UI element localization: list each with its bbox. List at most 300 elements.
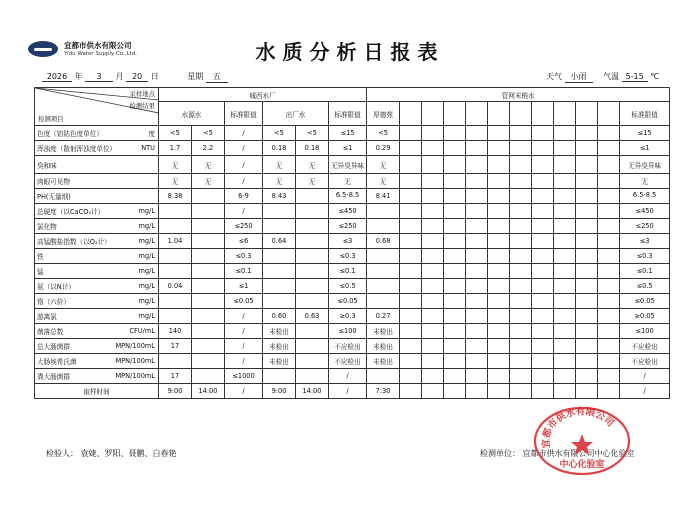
empty-cell [554,324,576,339]
empty-cell [510,189,532,204]
empty-cell [488,309,510,324]
item-name: 游离氯 [37,313,57,321]
empty-cell [598,384,620,399]
std-3: / [620,369,670,384]
outlet-2 [296,279,329,294]
std-3: 不应检出 [620,339,670,354]
std-3: 不应检出 [620,354,670,369]
sample-time-std-1: / [225,384,263,399]
item-name: 氯化物 [37,223,57,231]
std-1: 6-9 [225,189,263,204]
empty-cell [510,204,532,219]
table-row [35,174,670,189]
empty-cell [598,204,620,219]
outlet-2 [296,219,329,234]
empty-cell [510,126,532,141]
empty-cell [444,174,466,189]
empty-cell [444,279,466,294]
empty-cell [488,384,510,399]
item-name: 锰 [37,268,44,276]
header-site-empty [510,102,532,126]
table-row [35,126,670,141]
header-site-houdeyuan: 厚德苑 [367,102,400,126]
item-name: PH(无量纲) [37,193,71,201]
item-unit: NTU [141,144,155,152]
empty-cell [510,384,532,399]
empty-cell [532,354,554,369]
table-body [35,126,670,384]
source-2: 2.2 [192,141,225,156]
std-2: ≤0.05 [329,294,367,309]
empty-cell [554,156,576,174]
source-1 [159,249,192,264]
empty-cell [400,141,422,156]
empty-cell [532,324,554,339]
empty-cell [422,369,444,384]
empty-cell [554,189,576,204]
empty-cell [532,204,554,219]
source-2: 无 [192,156,225,174]
empty-cell [532,339,554,354]
empty-cell [554,354,576,369]
empty-cell [532,249,554,264]
empty-cell [554,219,576,234]
source-2 [192,354,225,369]
empty-cell [510,156,532,174]
empty-cell [444,204,466,219]
logo-name-en: Yidu Water Supply Co.,Ltd. [64,51,137,57]
empty-cell [422,309,444,324]
table-row [35,219,670,234]
outlet-2 [296,324,329,339]
table-row [35,339,670,354]
empty-cell [444,126,466,141]
empty-cell [488,126,510,141]
outlet-1: <5 [263,126,296,141]
item-cell [35,279,159,294]
empty-cell [488,156,510,174]
item-unit: mg/L [138,252,155,260]
empty-cell [444,219,466,234]
std-3: ≤3 [620,234,670,249]
site-1 [367,279,400,294]
empty-cell [554,384,576,399]
empty-cell [466,309,488,324]
source-1: 140 [159,324,192,339]
sample-time-source-2: 14:00 [192,384,225,399]
empty-cell [576,324,598,339]
weekday-label: 星期 [187,72,204,81]
item-name: 铁 [37,253,44,261]
empty-cell [444,309,466,324]
std-2: 不应检出 [329,339,367,354]
weather-label: 天气 [546,72,562,81]
std-1: ≤1 [225,279,263,294]
empty-cell [532,219,554,234]
empty-cell [444,384,466,399]
empty-cell [576,384,598,399]
empty-cell [400,219,422,234]
date-month-unit: 月 [115,72,124,81]
sample-time-std-3: / [620,384,670,399]
logo-name-cn: 宜都市供水有限公司 [64,41,132,50]
table-row [35,264,670,279]
empty-cell [576,219,598,234]
empty-cell [422,264,444,279]
empty-cell [400,234,422,249]
header-plant: 城西水厂 [159,88,367,102]
item-name: 粪大肠菌群 [37,373,70,381]
empty-cell [466,369,488,384]
sample-time-label: 取样时间 [35,384,159,399]
empty-cell [422,354,444,369]
site-1: 8.41 [367,189,400,204]
std-2: ≤250 [329,219,367,234]
table-row [35,249,670,264]
empty-cell [598,294,620,309]
std-1: / [225,309,263,324]
empty-cell [466,294,488,309]
table-row [35,141,670,156]
outlet-1: 0.60 [263,309,296,324]
std-3: ≤250 [620,219,670,234]
inspectors-label: 检验人： [46,449,78,458]
empty-cell [488,189,510,204]
date-day: 20 [126,72,148,82]
empty-cell [510,234,532,249]
sample-time-source-1: 9:00 [159,384,192,399]
table-row [35,369,670,384]
empty-cell [444,324,466,339]
item-cell [35,264,159,279]
empty-cell [466,189,488,204]
outlet-2 [296,354,329,369]
header-site-empty [444,102,466,126]
header-network: 管网末梢水 [367,88,670,102]
inspectors [46,448,177,459]
source-1 [159,264,192,279]
source-1 [159,204,192,219]
empty-cell [576,249,598,264]
header-site-empty [554,102,576,126]
empty-cell [488,249,510,264]
empty-cell [510,219,532,234]
empty-cell [466,249,488,264]
item-cell [35,219,159,234]
source-2 [192,234,225,249]
outlet-1: 未检出 [263,324,296,339]
empty-cell [400,249,422,264]
empty-cell [400,294,422,309]
std-1: / [225,339,263,354]
table-row [35,234,670,249]
empty-cell [598,369,620,384]
source-2 [192,249,225,264]
source-1: 17 [159,339,192,354]
empty-cell [598,324,620,339]
source-1 [159,294,192,309]
site-1: 无 [367,156,400,174]
empty-cell [576,156,598,174]
empty-cell [466,324,488,339]
std-3: ≤1 [620,141,670,156]
header-site-empty [422,102,444,126]
svg-text:中心化验室: 中心化验室 [559,460,605,470]
std-2: ≥0.3 [329,309,367,324]
empty-cell [400,156,422,174]
header-site-empty [488,102,510,126]
sample-time-site-1: 7:30 [367,384,400,399]
std-1: ≤6 [225,234,263,249]
source-2 [192,189,225,204]
std-3: 无 [620,174,670,189]
empty-cell [510,264,532,279]
empty-cell [598,174,620,189]
empty-cell [576,294,598,309]
site-1 [367,249,400,264]
outlet-1 [263,264,296,279]
outlet-1: 未检出 [263,339,296,354]
empty-cell [532,264,554,279]
std-3: 无异臭异味 [620,156,670,174]
empty-cell [422,219,444,234]
std-2: 无异臭异味 [329,156,367,174]
header-sampling-site: 采样地点 [129,90,155,98]
report-date [42,71,228,83]
site-1: 未检出 [367,324,400,339]
empty-cell [422,324,444,339]
header-outlet-water: 出厂水 [263,102,329,126]
empty-cell [466,219,488,234]
empty-cell [422,384,444,399]
empty-cell [532,126,554,141]
item-name: 总硬度（以CaCO₃计） [37,208,105,216]
empty-cell [576,264,598,279]
std-1: ≤0.05 [225,294,263,309]
date-year-unit: 年 [74,72,83,81]
std-3: ≤450 [620,204,670,219]
outlet-2: 无 [296,156,329,174]
item-unit: mg/L [138,282,155,290]
empty-cell [422,126,444,141]
empty-cell [510,174,532,189]
empty-cell [510,324,532,339]
sample-time-row [35,384,670,399]
item-unit: MPN/100mL [115,342,155,350]
empty-cell [532,189,554,204]
empty-cell [554,279,576,294]
testing-unit-name: 宜都市供水有限公司中心化验室 [522,449,635,458]
source-2 [192,339,225,354]
std-1: ≤1000 [225,369,263,384]
item-cell [35,339,159,354]
item-cell [35,204,159,219]
item-name: 肉眼可见物 [37,178,70,186]
empty-cell [466,234,488,249]
empty-cell [554,234,576,249]
std-2: 6.5-8.5 [329,189,367,204]
date-year: 2026 [42,72,72,82]
std-2: ≤0.5 [329,279,367,294]
empty-cell [554,309,576,324]
outlet-2 [296,294,329,309]
std-1: / [225,126,263,141]
header-site-empty [598,102,620,126]
weekday-value: 五 [206,71,228,83]
empty-cell [554,264,576,279]
empty-cell [400,339,422,354]
item-unit: 度 [148,130,155,138]
table-row [35,324,670,339]
table-row [35,189,670,204]
empty-cell [576,279,598,294]
table-row [35,294,670,309]
empty-cell [598,156,620,174]
item-cell [35,189,159,204]
std-3: ≥0.05 [620,309,670,324]
empty-cell [400,189,422,204]
item-unit: mg/L [138,207,155,215]
header-site-empty [576,102,598,126]
header-test-item: 检测项目 [38,115,64,123]
empty-cell [598,279,620,294]
table-row [35,354,670,369]
empty-cell [510,279,532,294]
empty-cell [444,156,466,174]
item-name: 铬（六价） [37,298,70,306]
item-name: 色度（铂钴色度单位） [37,130,103,138]
empty-cell [554,369,576,384]
empty-cell [488,174,510,189]
empty-cell [422,294,444,309]
empty-cell [598,354,620,369]
site-1 [367,294,400,309]
outlet-1 [263,369,296,384]
empty-cell [598,309,620,324]
empty-cell [576,189,598,204]
outlet-1: 未检出 [263,354,296,369]
source-1 [159,354,192,369]
item-cell [35,324,159,339]
site-1: 0.68 [367,234,400,249]
empty-cell [422,174,444,189]
source-2 [192,264,225,279]
item-cell [35,249,159,264]
source-2 [192,369,225,384]
empty-cell [598,219,620,234]
outlet-2 [296,189,329,204]
item-cell [35,174,159,189]
outlet-1: 无 [263,156,296,174]
empty-cell [466,156,488,174]
site-1: 无 [367,174,400,189]
empty-cell [532,294,554,309]
empty-cell [466,279,488,294]
item-name: 大肠埃希氏菌 [37,358,77,366]
inspectors-names: 袁婕、罗阳、聂鹏、白春艳 [80,449,177,458]
temp-value: 5-15 [622,72,648,82]
outlet-1: 8.43 [263,189,296,204]
outlet-2: 无 [296,174,329,189]
empty-cell [598,249,620,264]
header-standard-1: 标准限值 [225,102,263,126]
std-1: ≤0.3 [225,249,263,264]
empty-cell [554,294,576,309]
empty-cell [488,141,510,156]
outlet-2 [296,264,329,279]
item-name: 菌落总数 [37,328,64,336]
empty-cell [598,189,620,204]
empty-cell [532,279,554,294]
date-day-unit: 日 [150,72,159,81]
header-standard-2: 标准限值 [329,102,367,126]
item-cell [35,141,159,156]
empty-cell [400,309,422,324]
empty-cell [400,354,422,369]
source-1 [159,309,192,324]
empty-cell [510,369,532,384]
item-cell [35,369,159,384]
svg-text:宜都市供水有限公司: 宜都市供水有限公司 [540,406,616,449]
empty-cell [488,204,510,219]
site-1: <5 [367,126,400,141]
outlet-1 [263,249,296,264]
empty-cell [532,369,554,384]
std-1: / [225,156,263,174]
empty-cell [532,384,554,399]
outlet-2 [296,339,329,354]
item-cell [35,234,159,249]
std-1: / [225,174,263,189]
std-2: ≤100 [329,324,367,339]
item-unit: mg/L [138,312,155,320]
outlet-1: 无 [263,174,296,189]
empty-cell [400,279,422,294]
outlet-2 [296,249,329,264]
source-2 [192,324,225,339]
item-cell [35,156,159,174]
weather-value: 小雨 [565,71,593,83]
item-unit: MPN/100mL [115,372,155,380]
empty-cell [444,354,466,369]
std-2: ≤15 [329,126,367,141]
source-1 [159,219,192,234]
empty-cell [466,339,488,354]
source-1: 无 [159,174,192,189]
empty-cell [554,204,576,219]
source-1: <5 [159,126,192,141]
item-unit: mg/L [138,267,155,275]
site-1: 未检出 [367,339,400,354]
std-2: / [329,369,367,384]
std-2: 无 [329,174,367,189]
empty-cell [576,369,598,384]
header-test-result: 检测结果 [129,102,155,110]
outlet-1: 0.18 [263,141,296,156]
empty-cell [444,264,466,279]
empty-cell [488,354,510,369]
empty-cell [554,141,576,156]
header-site-empty [532,102,554,126]
empty-cell [576,126,598,141]
std-2: ≤0.3 [329,249,367,264]
empty-cell [598,141,620,156]
std-1: / [225,141,263,156]
official-seal [532,404,632,476]
empty-cell [466,204,488,219]
empty-cell [422,249,444,264]
empty-cell [554,174,576,189]
